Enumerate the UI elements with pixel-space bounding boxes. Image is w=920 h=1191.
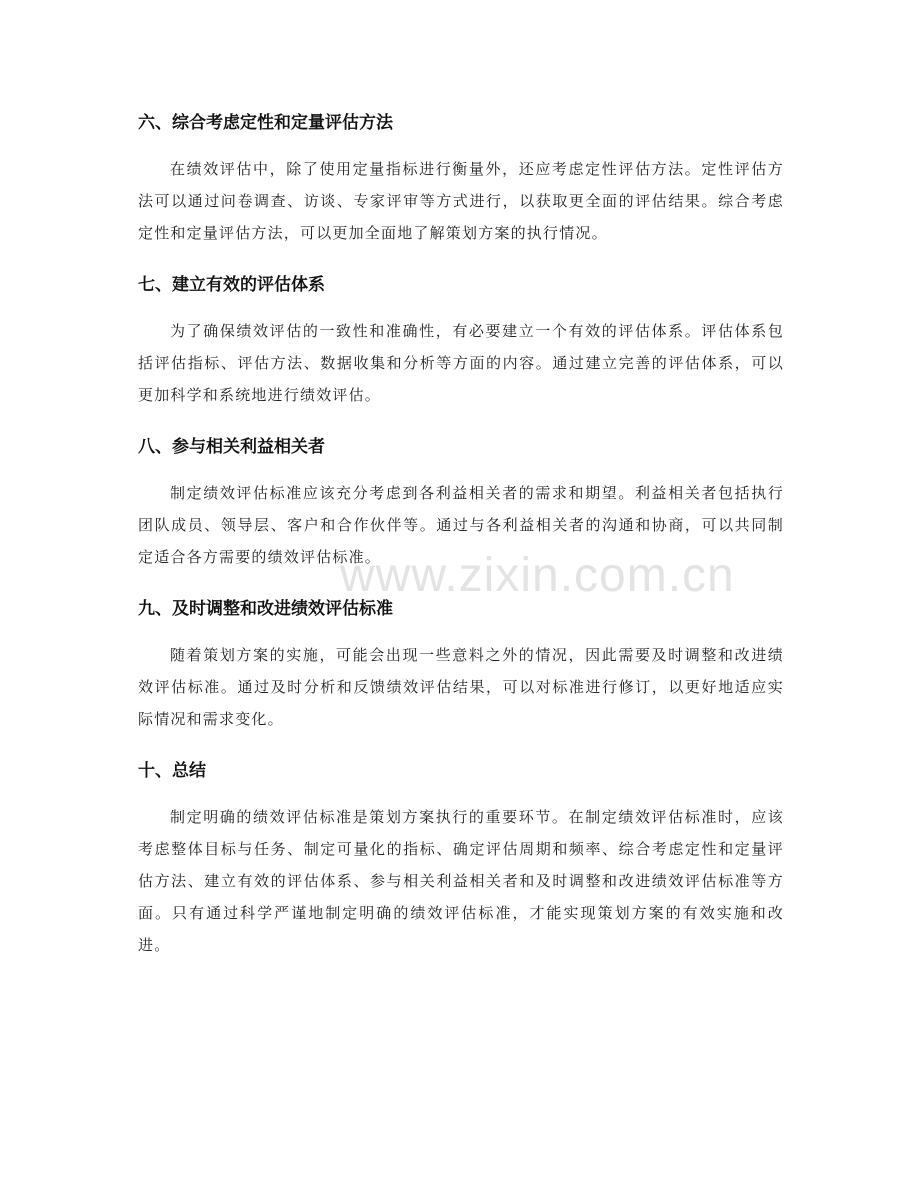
watermark: www.zixin.com.cn <box>340 549 735 602</box>
section-9 <box>138 589 784 735</box>
section-heading: 十、总结 <box>138 761 206 781</box>
section-10 <box>138 751 784 961</box>
section-heading: 八、参与相关利益相关者 <box>138 437 325 457</box>
section-heading: 六、综合考虑定性和定量评估方法 <box>138 113 393 133</box>
section-paragraph: 在绩效评估中，除了使用定量指标进行衡量外，还应考虑定性评估方法。定性评估方法可以通过问卷调查、访谈、专家评审等方式进行，以获取更全面的评估结果。综合考虑定性和定量评估方法，可以更加全面地了解策划方案的执行情况。 <box>138 160 784 242</box>
section-8 <box>138 427 784 573</box>
section-paragraph: 制定明确的绩效评估标准是策划方案执行的重要环节。在制定绩效评估标准时，应该考虑整体目标与任务、制定可量化的指标、确定评估周期和频率、综合考虑定性和定量评估方法、建立有效的评估体系、参与相关利益相关者和及时调整和改进绩效评估标准等方面。只有通过科学严谨地制定明确的绩效评估标准，才能实现策划方案的有效实施和改进。 <box>138 808 784 954</box>
section-paragraph: 随着策划方案的实施，可能会出现一些意料之外的情况，因此需要及时调整和改进绩效评估标准。通过及时分析和反馈绩效评估结果，可以对标准进行修订，以更好地适应实际情况和需求变化。 <box>138 646 784 728</box>
section-6 <box>138 103 784 249</box>
section-paragraph: 制定绩效评估标准应该充分考虑到各利益相关者的需求和期望。利益相关者包括执行团队成员、领导层、客户和合作伙伴等。通过与各利益相关者的沟通和协商，可以共同制定适合各方需要的绩效评估标准。 <box>138 484 784 566</box>
section-heading: 九、及时调整和改进绩效评估标准 <box>138 599 393 619</box>
section-heading: 七、建立有效的评估体系 <box>138 275 325 295</box>
section-7 <box>138 265 784 411</box>
section-paragraph: 为了确保绩效评估的一致性和准确性，有必要建立一个有效的评估体系。评估体系包括评估指标、评估方法、数据收集和分析等方面的内容。通过建立完善的评估体系，可以更加科学和系统地进行绩效评估。 <box>138 322 784 404</box>
document-body <box>138 103 784 977</box>
